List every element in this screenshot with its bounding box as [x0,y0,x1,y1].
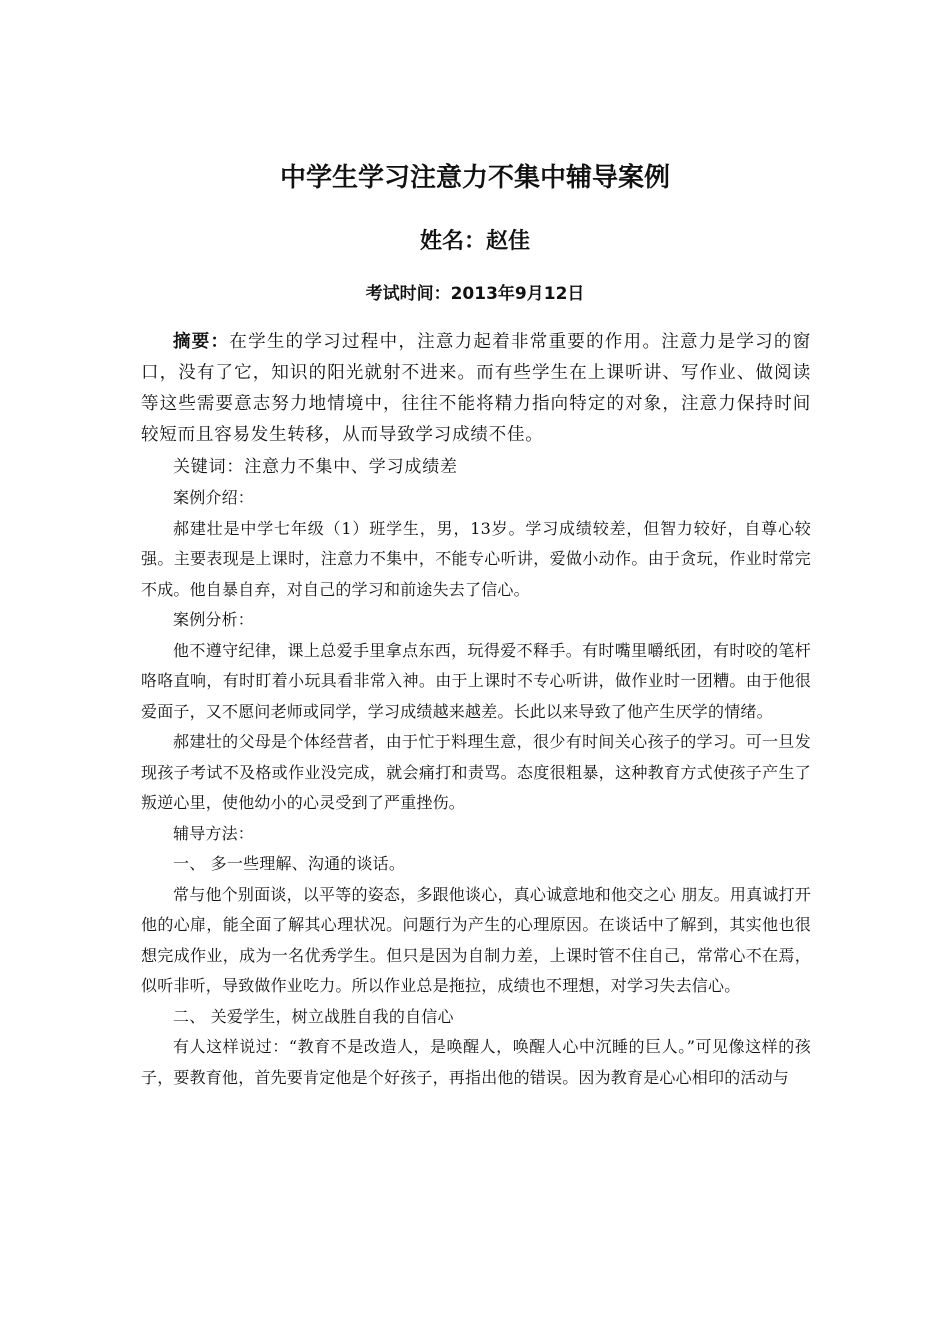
section-heading-case-intro: 案例介绍： [173,488,255,507]
body-paragraph: 有人这样说过：“教育不是改造人，是唤醒人，唤醒人心中沉睡的巨人。”可见像这样的孩子，要教育他，首先要肯定他是个好孩子，再指出他的错误。因为教育是心心相印的活动与 [141,1037,811,1087]
exam-date-line: 考试时间：2013年9月12日 [365,284,585,304]
method-heading-1: 一、 多一些理解、沟通的谈话。 [173,854,406,873]
author-name-line: 姓名：赵佳 [419,229,530,254]
body-paragraph: 常与他个别面谈，以平等的姿态，多跟他谈心，真心诚意地和他交之心 朋友。用真诚打开他的心扉，能全面了解其心理状况。问题行为产生的心理原因。在谈话中了解到，其实他也很想完成作业，成为一名优秀学生。但只是因为自制力差，上课时管不住自己，常常心不在焉，似听非听，导致做作业吃力。所以作业总是拖拉，成绩也不理想，对学习失去信心。 [141,884,811,995]
keywords-line: 关键词：注意力不集中、学习成绩差 [173,457,458,477]
body-paragraph: 郝建壮是中学七年级（1）班学生，男，13岁。学习成绩较差，但智力较好，自尊心较强。主要表现是上课时，注意力不集中，不能专心听讲，爱做小动作。由于贪玩，作业时常完不成。他自暴自弃，对自己的学习和前途失去了信心。 [141,518,811,599]
body-paragraph: 郝建壮的父母是个体经营者，由于忙于料理生意，很少有时间关心孩子的学习。可一旦发现孩子考试不及格或作业没完成，就会痛打和责骂。态度很粗暴，这种教育方式使孩子产生了叛逆心里，使他幼小的心灵受到了严重挫伤。 [141,732,811,812]
section-heading-methods: 辅导方法： [173,823,255,843]
section-heading-case-analysis: 案例分析： [173,610,255,629]
abstract-label: 摘要： [173,332,230,352]
abstract-paragraph [141,327,811,451]
body-paragraph: 他不遵守纪律，课上总爱手里拿点东西，玩得爱不释手。有时嘴里嚼纸团，有时咬的笔杆咯咯直响，有时盯着小玩具看非常入神。由于上课时不专心听讲，做作业时一团糟。由于他很爱面子，又不愿问老师或同学，学习成绩越来越差。长此以来导致了他产生厌学的情绪。 [141,640,811,721]
document-body [141,327,811,1093]
method-heading-2: 二、 关爱学生，树立战胜自我的自信心 [173,1006,454,1026]
document-title: 中学生学习注意力不集中辅导案例 [279,163,670,193]
abstract-text: 在学生的学习过程中，注意力起着非常重要的作用。注意力是学习的窗口，没有了它，知识的阳光就射不进来。而有些学生在上课听讲、写作业、做阅读等这些需要意志努力地情境中，往往不能将精力指向特定的对象，注意力保持时间较短而且容易发生转移，从而导致学习成绩不佳。 [141,332,811,445]
